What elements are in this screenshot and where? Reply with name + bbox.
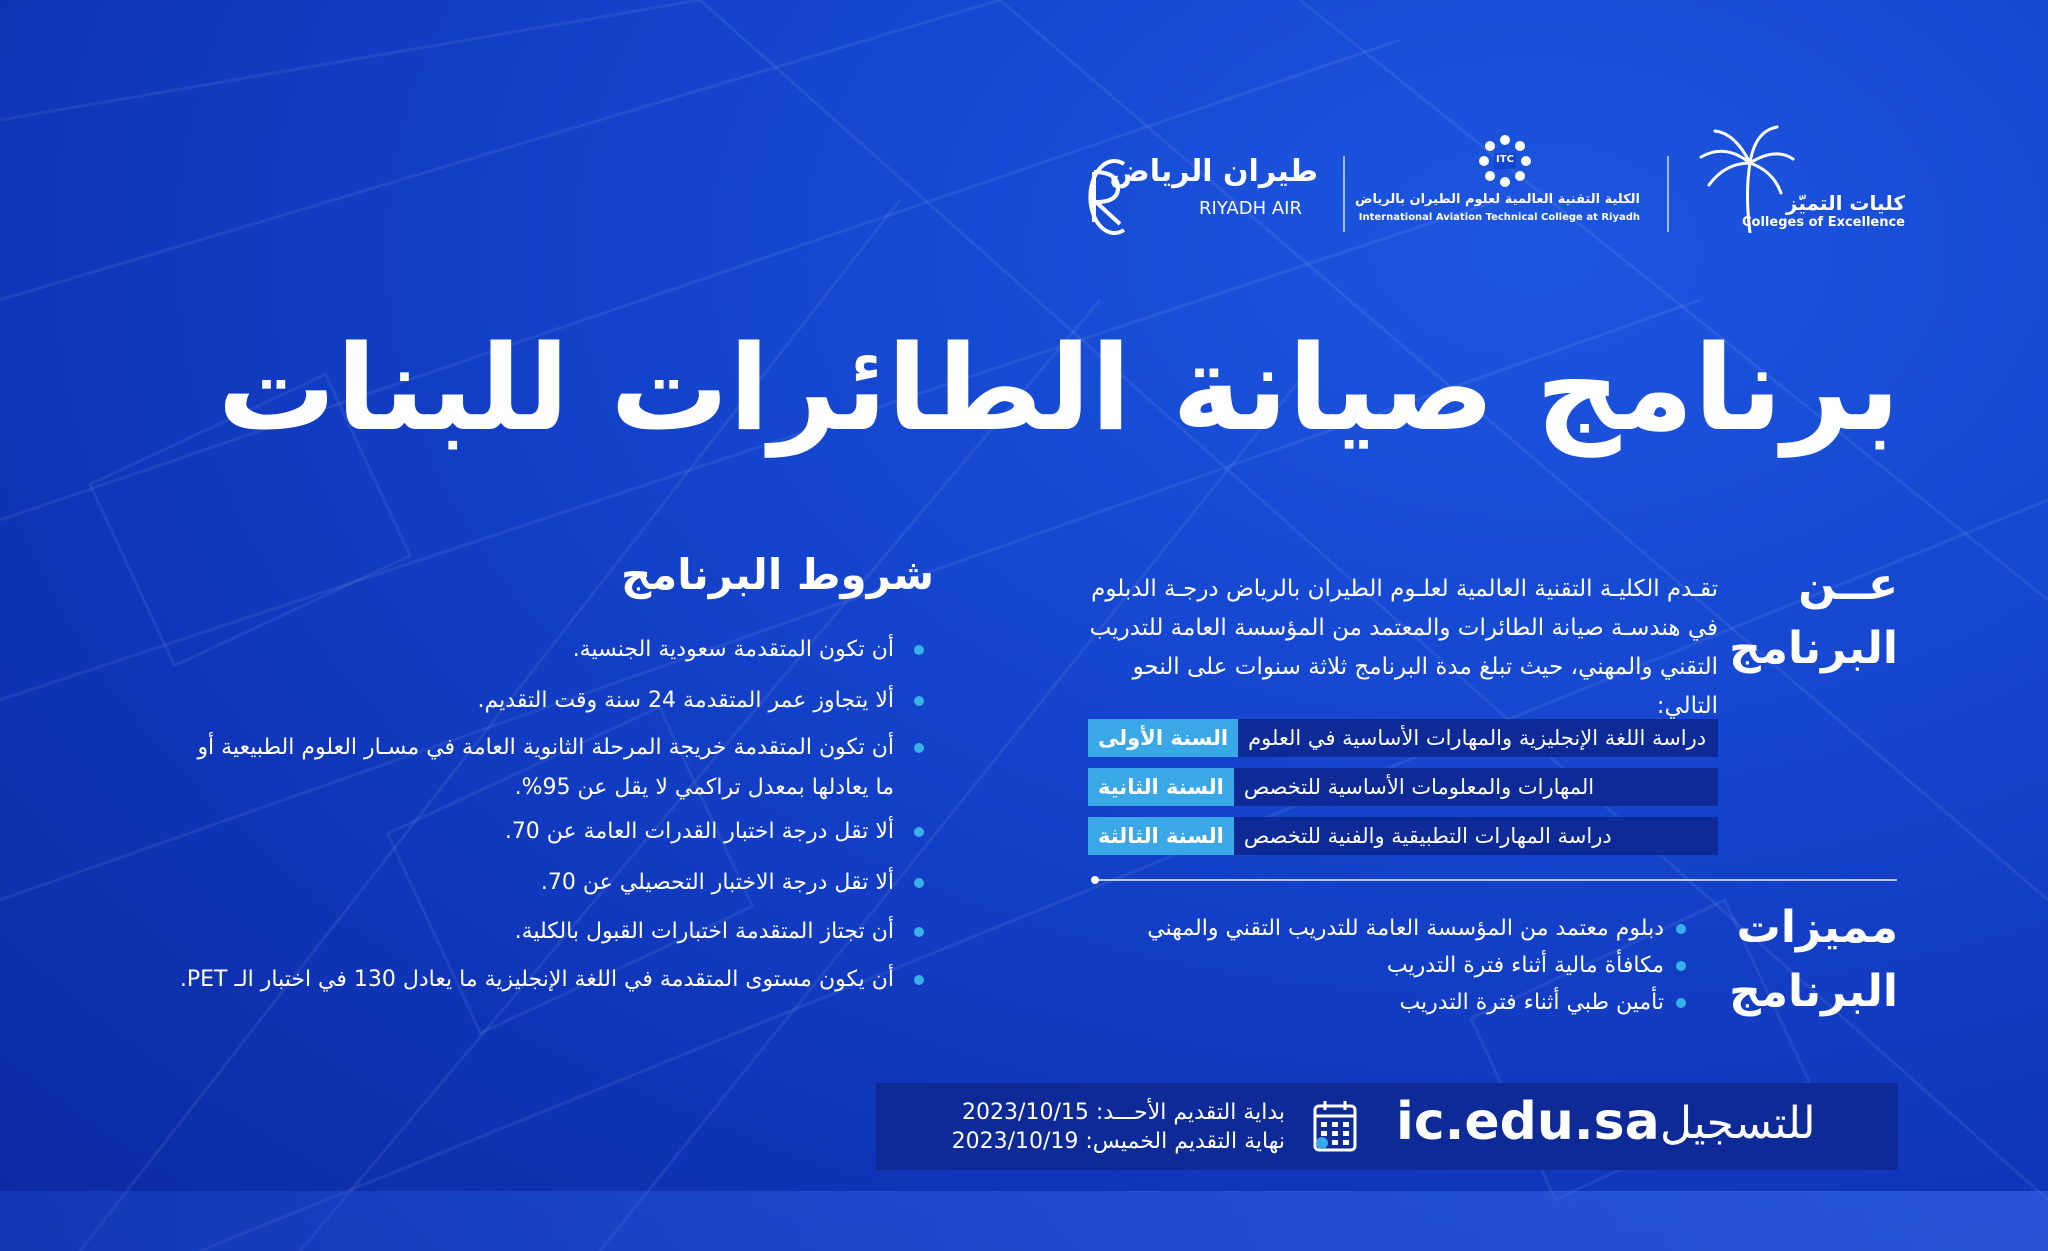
section-divider-dot (1091, 876, 1099, 884)
year-row-1 (1088, 719, 1718, 757)
year-label: السنة الأولى (1088, 719, 1238, 757)
conditions-title: شروط البرنامج (620, 550, 934, 599)
bullet-icon (1676, 924, 1686, 934)
condition-item (573, 630, 924, 670)
features-heading-line1: مميزات (1736, 902, 1898, 953)
feature-item (1399, 990, 1686, 1015)
about-heading-line2: البرنامج (1729, 622, 1898, 674)
year-desc: المهارات والمعلومات الأساسية للتخصص (1243, 775, 1595, 799)
condition-text: ألا تقل درجة اختبار القدرات العامة عن 70. (504, 819, 894, 844)
bullet-icon (914, 827, 924, 837)
features-heading-line2: البرنامج (1729, 965, 1898, 1017)
condition-text: ألا يتجاوز عمر المتقدمة 24 سنة وقت التقديم. (477, 688, 894, 713)
features-heading (1729, 896, 1898, 1024)
start-date-line (962, 1100, 1285, 1125)
registration-label: للتسجيل (1660, 1098, 1816, 1149)
about-heading-line1: عــن (1798, 559, 1898, 610)
end-date-label: نهاية التقديم الخميس: (1085, 1129, 1285, 1154)
condition-item (505, 812, 924, 852)
coe-name-en: Colleges of Excellence (1742, 215, 1905, 230)
condition-item (515, 912, 924, 952)
year-desc: دراسة المهارات التطبيقية والفنية للتخصص (1243, 824, 1612, 848)
bullet-icon (1676, 961, 1686, 971)
coe-logo (1695, 123, 1905, 233)
year-label: السنة الثانية (1088, 768, 1234, 806)
feature-item (1147, 916, 1686, 941)
section-divider (1094, 879, 1897, 881)
riyadh-air-name-en: RIYADH AIR (1199, 198, 1302, 219)
itc-badge: ITC (1496, 154, 1514, 165)
bullet-icon (914, 927, 924, 937)
riyadh-air-logo (1078, 150, 1318, 240)
about-heading (1729, 553, 1898, 681)
condition-text: أن تكون المتقدمة سعودية الجنسية. (572, 637, 894, 662)
registration-url[interactable]: ic.edu.sa (1396, 1092, 1660, 1152)
itc-emblem-icon (1478, 134, 1532, 188)
header-divider-right (1667, 156, 1669, 232)
feature-text: دبلوم معتمد من المؤسسة العامة للتدريب التقني والمهني (1147, 916, 1664, 941)
bullet-icon (914, 743, 924, 753)
bullet-icon (914, 878, 924, 888)
condition-text: أن يكون مستوى المتقدمة في اللغة الإنجليزية ما يعادل 130 في اختبار الـ PET. (179, 967, 894, 992)
feature-text: مكافأة مالية أثناء فترة التدريب (1386, 953, 1664, 978)
bottom-strip (0, 1191, 2048, 1251)
condition-text: أن تكون المتقدمة خريجة المرحلة الثانوية العامة في مسـار العلوم الطبيعية أو ما يعادلها بمعدل تراكمي لا يقل عن 95%. (197, 735, 894, 800)
feature-text: تأمين طبي أثناء فترة التدريب (1399, 990, 1664, 1015)
year-desc: دراسة اللغة الإنجليزية والمهارات الأساسية في العلوم (1248, 726, 1707, 750)
end-date-line (952, 1129, 1285, 1154)
year-row-2 (1088, 768, 1718, 806)
itc-name-en: International Aviation Technical College at Riyadh (1358, 212, 1640, 223)
condition-item (174, 728, 924, 808)
calendar-icon (1312, 1098, 1358, 1154)
itc-logo (1355, 130, 1640, 230)
riyadh-air-name-ar: طيران الرياض (1109, 154, 1318, 189)
coe-name-ar: كليات التميّز (1785, 191, 1905, 215)
bullet-icon (1676, 998, 1686, 1008)
bullet-icon (914, 645, 924, 655)
about-text: تقـدم الكليـة التقنية العالمية لعلـوم الطيران بالرياض درجـة الدبلوم في هندسـة صيانة الطائرات والمعتمد من المؤسسة العامة للتدريب التقني والمهني، حيث تبلغ مدة البرنامج ثلاثة سنوات على النحو التالي: (1089, 576, 1718, 719)
page-title: برنامج صيانة الطائرات للبنات (217, 319, 1900, 457)
bullet-icon (914, 696, 924, 706)
condition-item (180, 960, 924, 1000)
condition-text: أن تجتاز المتقدمة اختبارات القبول بالكلية. (514, 919, 894, 944)
start-date-value: 2023/10/15 (962, 1100, 1089, 1125)
bullet-icon (914, 975, 924, 985)
year-row-3 (1088, 817, 1718, 855)
condition-item (541, 863, 924, 903)
feature-item (1387, 953, 1686, 978)
end-date-value: 2023/10/19 (951, 1129, 1079, 1154)
itc-name-ar: الكلية التقنية العالمية لعلوم الطيران بالرياض (1355, 192, 1640, 207)
condition-item (478, 681, 924, 721)
header-divider-left (1343, 156, 1345, 232)
year-label: السنة الثالثة (1088, 817, 1234, 855)
start-date-label: بداية التقديم الأحـــد: (1095, 1100, 1285, 1125)
condition-text: ألا تقل درجة الاختبار التحصيلي عن 70. (540, 870, 894, 895)
